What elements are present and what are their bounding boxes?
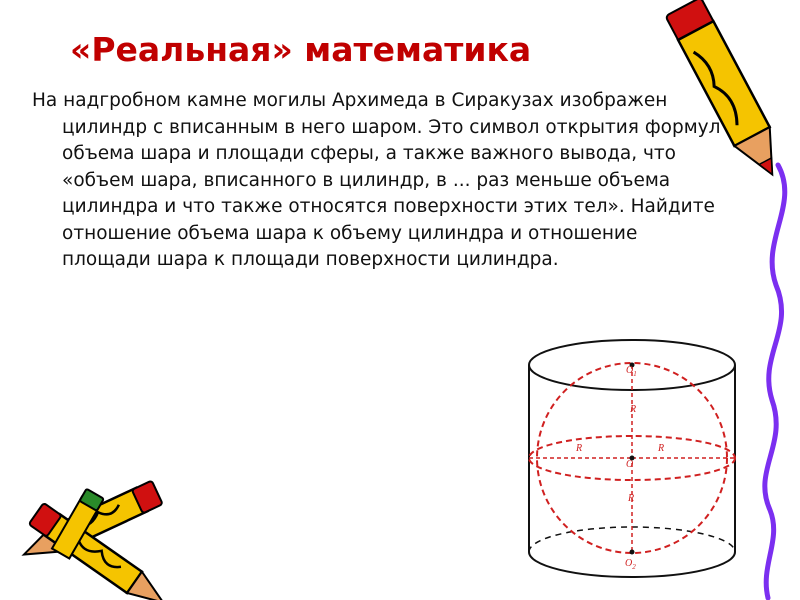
label-r-bottom: R: [628, 493, 635, 504]
pencils-bottom-left-icon: [0, 470, 200, 600]
label-r-right: R: [658, 443, 665, 454]
label-r-left: R: [576, 443, 583, 454]
label-o1: $O_1$: [626, 365, 637, 378]
pencil-top-right-icon: [660, 0, 800, 190]
label-r-top: R: [630, 404, 637, 415]
squiggle-line: [765, 165, 785, 598]
point-o2: [630, 550, 635, 555]
label-o: O: [626, 459, 634, 470]
slide-title: «Реальная» математика: [70, 30, 532, 69]
label-o2: $O_2$: [625, 558, 636, 571]
cylinder-sphere-diagram: [512, 335, 752, 585]
problem-text: На надгробном камне могилы Архимеда в Сиракузах изображен цилиндр с вписанным в него шаром. Это символ открытия формул объема шара и площади сферы, а также важного вывода, что «объем шара, вписанного в цилиндр, в ... раз меньше объема цилиндра и что также относятся поверхности этих тел». Найдите отношение объема шара к объему цилиндра и отношение площади шара к площади поверхности цилиндра.: [32, 90, 721, 270]
